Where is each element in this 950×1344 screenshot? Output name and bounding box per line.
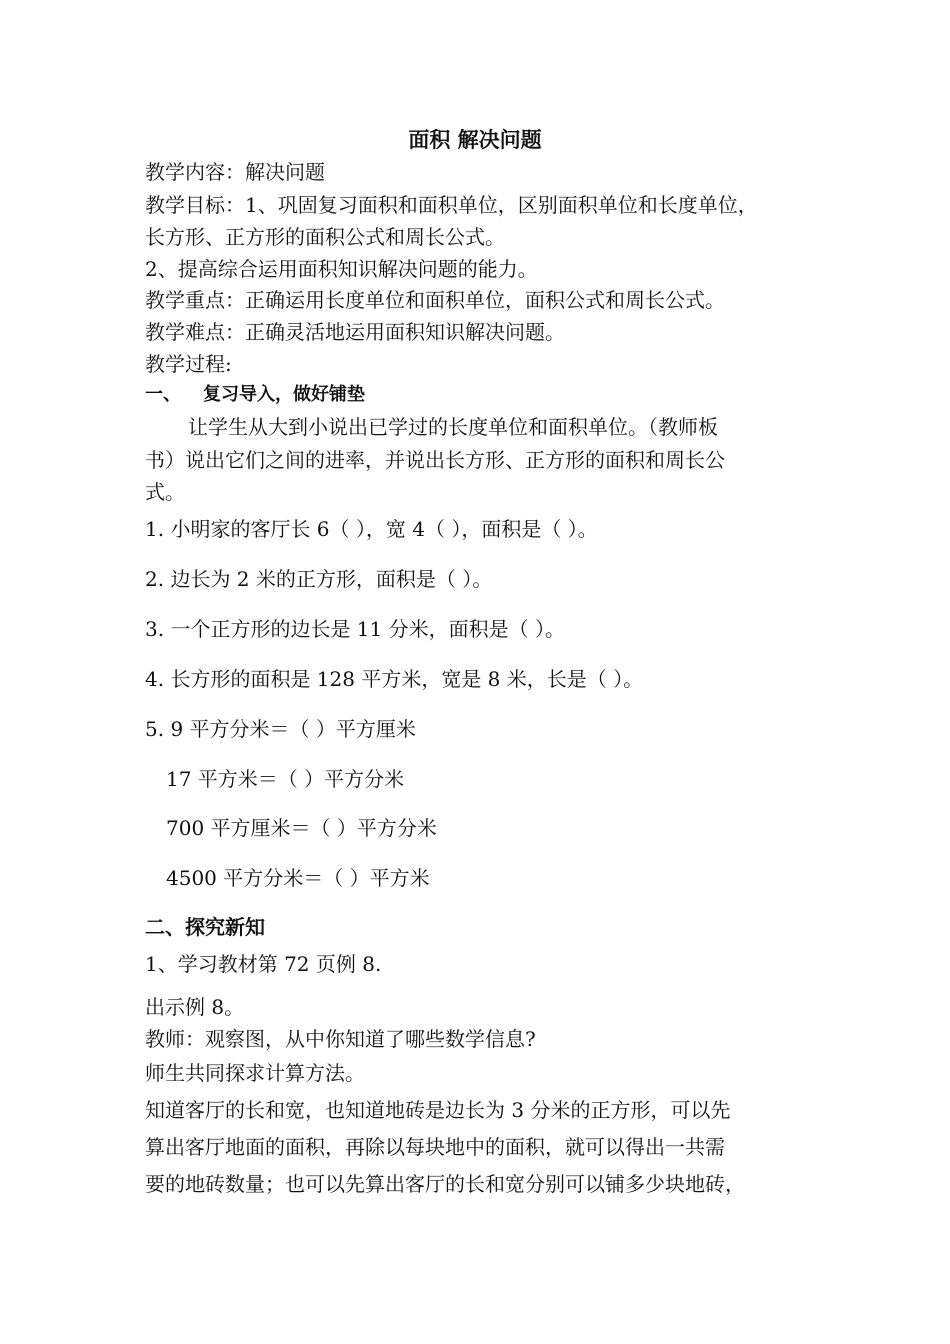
section-2-line-7: 要的地砖数量；也可以先算出客厅的长和宽分别可以铺多少块地砖， [145,1172,745,1196]
section-1-heading [145,383,365,407]
teaching-goal-2: 2、提高综合运用面积知识解决问题的能力。 [145,257,538,281]
section-2-line-2: 出示例 8。 [145,995,245,1019]
section-2-line-3: 教师：观察图，从中你知道了哪些数学信息? [145,1027,536,1051]
question-5b: 17 平方米＝（ ）平方分米 [166,767,405,791]
section-1-title: 复习导入，做好铺垫 [203,384,365,405]
question-5d: 4500 平方分米＝（ ）平方米 [166,866,430,890]
document-title: 面积 解决问题 [408,128,542,152]
question-1: 1. 小明家的客厅长 6（ ），宽 4（ ），面积是（ ）。 [145,517,598,541]
question-2: 2. 边长为 2 米的正方形，面积是（ ）。 [145,567,493,591]
section-2-line-6: 算出客厅地面的面积，再除以每块地中的面积，就可以得出一共需 [145,1135,725,1159]
section-2-line-4: 师生共同探求计算方法。 [145,1061,365,1085]
teaching-process: 教学过程: [145,352,232,376]
section-2-heading: 二、探究新知 [145,915,265,939]
question-5a: 5. 9 平方分米＝（ ）平方厘米 [145,717,416,741]
teaching-content: 教学内容：解决问题 [145,160,325,184]
intro-paragraph-line-1: 让学生从大到小说出已学过的长度单位和面积单位。（教师板 [188,415,718,439]
intro-paragraph-line-2: 书）说出它们之间的进率，并说出长方形、正方形的面积和周长公 [145,448,725,472]
teaching-difficulty: 教学难点：正确灵活地运用面积知识解决问题。 [145,320,565,344]
question-4: 4. 长方形的面积是 128 平方米，宽是 8 米，长是（ ）。 [145,667,644,691]
teaching-goal-1-cont: 长方形、正方形的面积公式和周长公式。 [145,225,505,249]
section-2-line-5: 知道客厅的长和宽，也知道地砖是边长为 3 分米的正方形，可以先 [145,1098,731,1122]
question-5c: 700 平方厘米＝（ ）平方分米 [166,816,437,840]
intro-paragraph-line-3: 式。 [145,480,185,504]
section-2-line-1: 1、学习教材第 72 页例 8. [145,952,382,976]
teaching-goal-1: 教学目标：1、巩固复习面积和面积单位，区别面积单位和长度单位， [145,193,758,217]
teaching-key-point: 教学重点：正确运用长度单位和面积单位，面积公式和周长公式。 [145,288,725,312]
question-3: 3. 一个正方形的边长是 11 分米，面积是（ ）。 [145,617,565,641]
section-1-number: 一、 [145,384,181,405]
